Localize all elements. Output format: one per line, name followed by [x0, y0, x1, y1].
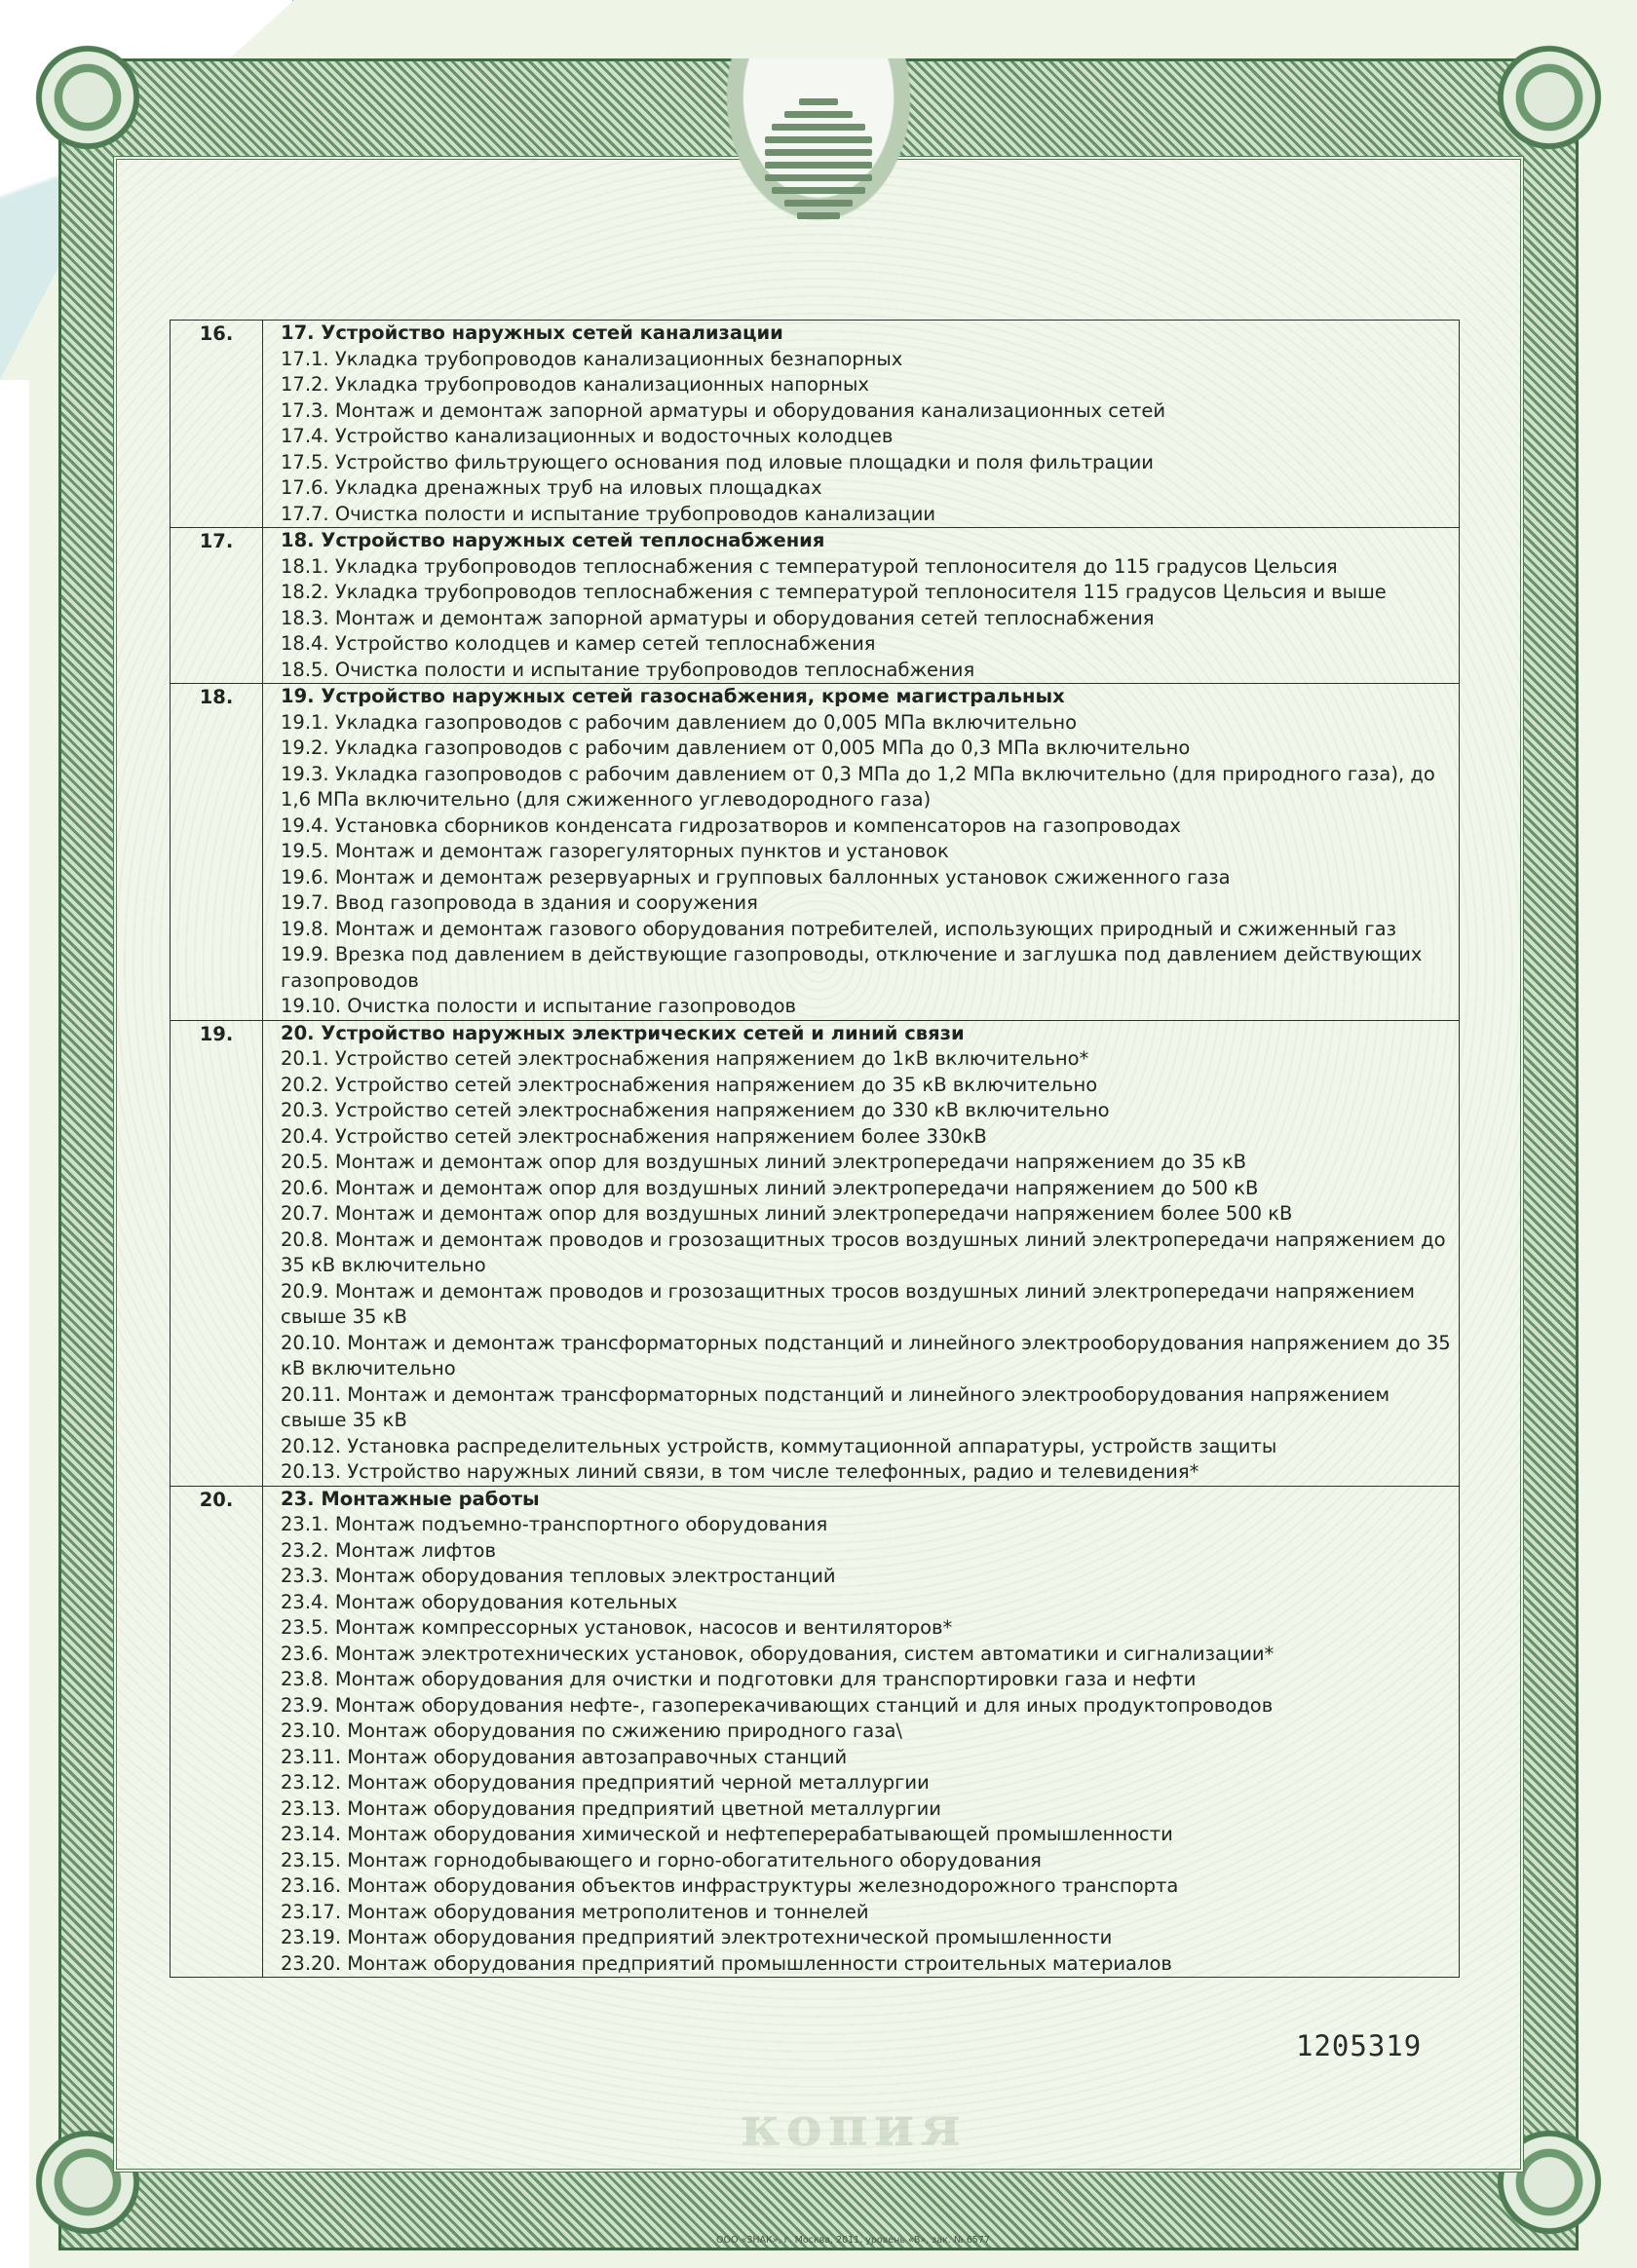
table-row — [171, 528, 1460, 684]
row-number: 18. — [171, 684, 263, 1021]
list-item: 18.5. Очистка полости и испытание трубопроводов теплоснабжения — [281, 658, 975, 681]
list-item: 17.7. Очистка полости и испытание трубопроводов канализации — [281, 502, 936, 525]
list-item: 20.2. Устройство сетей электроснабжения напряжением до 35 кВ включительно — [281, 1073, 1098, 1096]
table-row — [171, 321, 1460, 528]
table-row — [171, 1020, 1460, 1486]
list-item: 20.6. Монтаж и демонтаж опор для воздушных линий электропередачи напряжением до 500 кВ — [281, 1176, 1259, 1199]
list-item: 19.1. Укладка газопроводов с рабочим давлением до 0,005 МПа включительно — [281, 710, 1078, 734]
list-item: 23.1. Монтаж подъемно-транспортного оборудования — [281, 1513, 828, 1535]
row-number: 16. — [171, 321, 263, 528]
list-item: 20.13. Устройство наружных линий связи, в том числе телефонных, радио и телевидения* — [281, 1460, 1199, 1483]
table-row — [171, 684, 1460, 1021]
list-item: 20.7. Монтаж и демонтаж опор для воздушных линий электропередачи напряжением более 500 кВ — [281, 1202, 1293, 1225]
list-item: 19.4. Установка сборников конденсата гидрозатворов и компенсаторов на газопроводах — [281, 813, 1181, 837]
list-item: 20.10. Монтаж и демонтаж трансформаторных подстанций и линейного электрооборудования напряжением до 35 кВ включительно — [281, 1331, 1451, 1380]
list-item: 20.8. Монтаж и демонтаж проводов и грозозащитных тросов воздушных линий электропередачи напряжением до 35 кВ включительно — [281, 1228, 1446, 1276]
copy-watermark: копия — [741, 2095, 967, 2159]
section-title: 18. Устройство наружных сетей теплоснабжения — [281, 529, 825, 551]
list-item: 19.9. Врезка под давлением в действующие газопроводы, отключение и заглушка под давлением действующих газопроводов — [281, 943, 1423, 992]
list-item: 19.3. Укладка газопроводов с рабочим давлением от 0,3 МПа до 1,2 МПа включительно (для природного газа), до 1,6 МПа включительно (для сжиженного углеводородного газа) — [281, 762, 1435, 811]
section-cell — [263, 1020, 1460, 1486]
list-item: 17.1. Укладка трубопроводов канализационных безнапорных — [281, 347, 903, 370]
list-item: 23.5. Монтаж компрессорных установок, насосов и вентиляторов* — [281, 1616, 953, 1639]
list-item: 23.11. Монтаж оборудования автозаправочных станций — [281, 1745, 848, 1768]
page-edge — [0, 380, 29, 2268]
list-item: 23.14. Монтаж оборудования химической и нефтеперерабатывающей промышленности — [281, 1823, 1173, 1845]
list-item: 19.10. Очистка полости и испытание газопроводов — [281, 995, 797, 1017]
list-item: 17.6. Укладка дренажных труб на иловых площадках — [281, 476, 822, 499]
list-item: 17.4. Устройство канализационных и водосточных колодцев — [281, 425, 894, 447]
list-item: 19.5. Монтаж и демонтаж газорегуляторных пунктов и установок — [281, 840, 949, 862]
list-item: 23.15. Монтаж горнодобывающего и горно-обогатительного оборудования — [281, 1848, 1042, 1871]
list-item: 17.2. Укладка трубопроводов канализационных напорных — [281, 373, 869, 396]
printer-imprint: ООО «ЗНАК», г. Москва, 2011, уровень «В», зак. № 6577 — [716, 2235, 990, 2246]
list-item: 23.19. Монтаж оборудования предприятий электротехнической промышленности — [281, 1926, 1113, 1948]
list-item: 18.1. Укладка трубопроводов теплоснабжения с температурой теплоносителя до 115 градусов Цельсия — [281, 554, 1338, 578]
row-number: 17. — [171, 528, 263, 684]
list-item: 23.4. Монтаж оборудования котельных — [281, 1590, 678, 1613]
list-item: 20.1. Устройство сетей электроснабжения напряжением до 1кВ включительно* — [281, 1047, 1089, 1070]
section-title: 19. Устройство наружных сетей газоснабжения, кроме магистральных — [281, 685, 1065, 707]
section-cell — [263, 1486, 1460, 1978]
list-item: 23.6. Монтаж электротехнических установок, оборудования, систем автоматики и сигнализации* — [281, 1642, 1275, 1665]
list-item: 20.3. Устройство сетей электроснабжения напряжением до 330 кВ включительно — [281, 1099, 1110, 1121]
list-item: 19.6. Монтаж и демонтаж резервуарных и групповых баллонных установок сжиженного газа — [281, 865, 1231, 888]
section-cell — [263, 321, 1460, 528]
list-item: 19.7. Ввод газопровода в здания и сооружения — [281, 891, 758, 914]
list-item: 20.11. Монтаж и демонтаж трансформаторных подстанций и линейного электрооборудования напряжением свыше 35 кВ — [281, 1382, 1390, 1431]
list-item: 23.13. Монтаж оборудования предприятий цветной металлургии — [281, 1796, 941, 1820]
list-item: 20.9. Монтаж и демонтаж проводов и грозозащитных тросов воздушных линий электропередачи напряжением свыше 35 кВ — [281, 1279, 1415, 1328]
list-item: 20.4. Устройство сетей электроснабжения напряжением более 330кВ — [281, 1124, 987, 1148]
list-item: 23.17. Монтаж оборудования метрополитенов и тоннелей — [281, 1900, 869, 1923]
list-item: 20.5. Монтаж и демонтаж опор для воздушных линий электропередачи напряжением до 35 кВ — [281, 1151, 1247, 1173]
works-table — [170, 320, 1460, 1978]
section-cell — [263, 684, 1460, 1021]
table-row — [171, 1486, 1460, 1978]
list-item: 19.8. Монтаж и демонтаж газового оборудования потребителей, использующих природный и сжиженный газ — [281, 917, 1396, 940]
list-item: 23.12. Монтаж оборудования предприятий черной металлургии — [281, 1771, 930, 1794]
corner-ornament-top-right — [1491, 39, 1608, 156]
building-emblem-icon — [760, 93, 877, 239]
list-item: 23.10. Монтаж оборудования по сжижению природного газа\ — [281, 1720, 902, 1742]
row-number: 20. — [171, 1486, 263, 1978]
list-item: 23.3. Монтаж оборудования тепловых электростанций — [281, 1565, 836, 1587]
list-item: 23.8. Монтаж оборудования для очистки и подготовки для транспортировки газа и нефти — [281, 1668, 1197, 1690]
section-title: 17. Устройство наружных сетей канализации — [281, 321, 783, 344]
row-number: 19. — [171, 1020, 263, 1486]
list-item: 23.2. Монтаж лифтов — [281, 1538, 496, 1562]
list-item: 23.20. Монтаж оборудования предприятий промышленности строительных материалов — [281, 1951, 1172, 1975]
section-title: 20. Устройство наружных электрических сетей и линий связи — [281, 1021, 965, 1044]
list-item: 20.12. Установка распределительных устройств, коммутационной аппаратуры, устройств защиты — [281, 1434, 1277, 1457]
list-item: 17.3. Монтаж и демонтаж запорной арматуры и оборудования канализационных сетей — [281, 398, 1166, 422]
section-title: 23. Монтажные работы — [281, 1487, 540, 1510]
corner-ornament-top-left — [29, 39, 146, 156]
list-item: 18.3. Монтаж и демонтаж запорной арматуры и оборудования сетей теплоснабжения — [281, 606, 1155, 629]
list-item: 18.4. Устройство колодцев и камер сетей теплоснабжения — [281, 632, 876, 655]
serial-number: 1205319 — [1296, 2029, 1423, 2062]
list-item: 19.2. Укладка газопроводов с рабочим давлением от 0,005 МПа до 0,3 МПа включительно — [281, 737, 1191, 759]
list-item: 17.5. Устройство фильтрующего основания под иловые площадки и поля фильтрации — [281, 450, 1154, 473]
list-item: 23.9. Монтаж оборудования нефте-, газоперекачивающих станций и для иных продуктопроводов — [281, 1693, 1274, 1717]
section-cell — [263, 528, 1460, 684]
list-item: 23.16. Монтаж оборудования объектов инфраструктуры железнодорожного транспорта — [281, 1874, 1179, 1897]
list-item: 18.2. Укладка трубопроводов теплоснабжения с температурой теплоносителя 115 градусов Цельсия и выше — [281, 581, 1387, 603]
